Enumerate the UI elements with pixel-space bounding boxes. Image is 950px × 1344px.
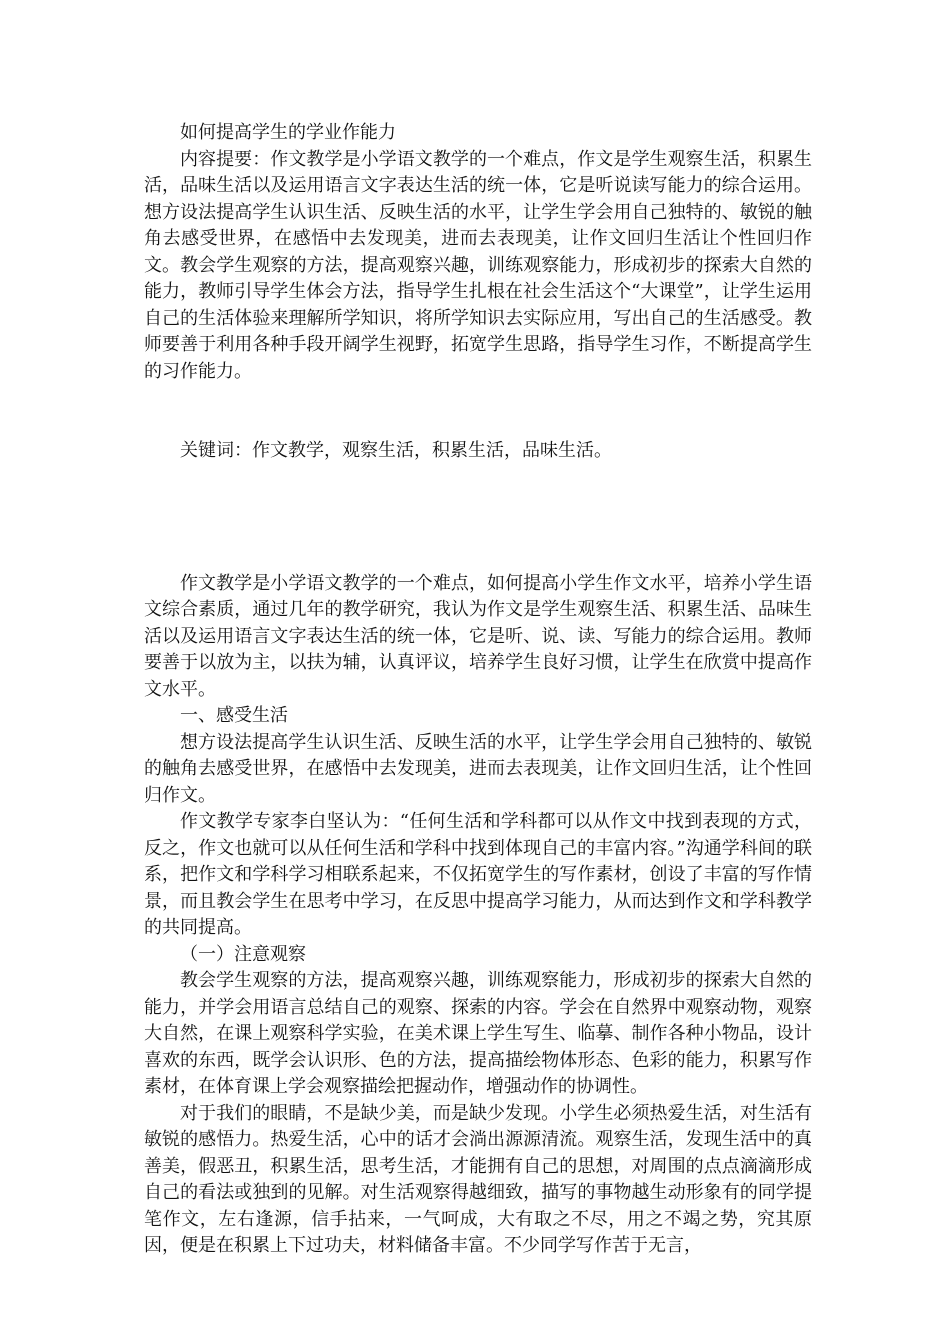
intro-paragraph: 作文教学是小学语文教学的一个难点，如何提高小学生作文水平，培养小学生语文综合素质，通过几年的教学研究，我认为作文是学生观察生活、积累生活、品味生活以及运用语言文字表达生活的统一体，它是听、说、读、写能力的综合运用。教师要善于以放为主，以扶为辅，认真评议，培养学生良好习惯，让学生在欣赏中提高作文水平。 [144, 572, 812, 700]
body-paragraph: 对于我们的眼睛，不是缺少美，而是缺少发现。小学生必须热爱生活，对生活有敏锐的感悟力。热爱生活，心中的话才会淌出源源清流。观察生活，发现生活中的真善美，假恶丑，积累生活，思考生活，才能拥有自己的思想，对周围的点点滴滴形成自己的看法或独到的见解。对生活观察得越细致，描写的事物越生动形象有的同学提笔作文，左右逢源，信手拈来，一气呵成，大有取之不尽，用之不竭之势，究其原因，便是在积累上下过功夫，材料储备丰富。不少同学写作苦于无言， [144, 1102, 812, 1256]
body-paragraph: 教会学生观察的方法，提高观察兴趣，训练观察能力，形成初步的探索大自然的能力，并学会用语言总结自己的观察、探索的内容。学会在自然界中观察动物，观察大自然，在课上观察科学实验，在美术课上学生写生、临摹、制作各种小物品，设计喜欢的东西，既学会认识形、色的方法，提高描绘物体形态、色彩的能力，积累写作素材，在体育课上学会观察描绘把握动作，增强动作的协调性。 [144, 970, 812, 1097]
body-paragraph: 想方设法提高学生认识生活、反映生活的水平，让学生学会用自己独特的、敏锐的触角去感受世界，在感悟中去发现美，进而去表现美，让作文回归生活，让个性回归作文。 [144, 731, 812, 806]
keywords-paragraph: 关键词：作文教学，观察生活，积累生活，品味生活。 [180, 440, 612, 461]
subsection-heading: （一）注意观察 [180, 943, 306, 965]
section-heading: 一、感受生活 [180, 705, 288, 726]
document-title: 如何提高学生的学业作能力 [180, 122, 396, 143]
body-paragraph: 作文教学专家李白坚认为：“任何生活和学科都可以从作文中找到表现的方式，反之，作文也就可以从任何生活和学科中找到体现自己的丰富内容。”沟通学科间的联系，把作文和学科学习相联系起来，不仅拓宽学生的写作素材，创设了丰富的写作情景，而且教会学生在思考中学习，在反思中提高学习能力，从而达到作文和学科教学的共同提高。 [144, 811, 812, 938]
document-body [144, 120, 812, 1260]
abstract-paragraph: 内容提要：作文教学是小学语文教学的一个难点，作文是学生观察生活，积累生活，品味生活以及运用语言文字表达生活的统一体，它是听说读写能力的综合运用。想方设法提高学生认识生活、反映生活的水平，让学生学会用自己独特的、敏锐的触角去感受世界，在感悟中去发现美，进而去表现美，让作文回归生活让个性回归作文。教会学生观察的方法，提高观察兴趣，训练观察能力，形成初步的探索大自然的能力，教师引导学生体会方法，指导学生扎根在社会生活这个“大课堂”，让学生运用自己的生活体验来理解所学知识，将所学知识去实际应用，写出自己的生活感受。教师要善于利用各种手段开阔学生视野，拓宽学生思路，指导学生习作，不断提高学生的习作能力。 [144, 148, 812, 382]
